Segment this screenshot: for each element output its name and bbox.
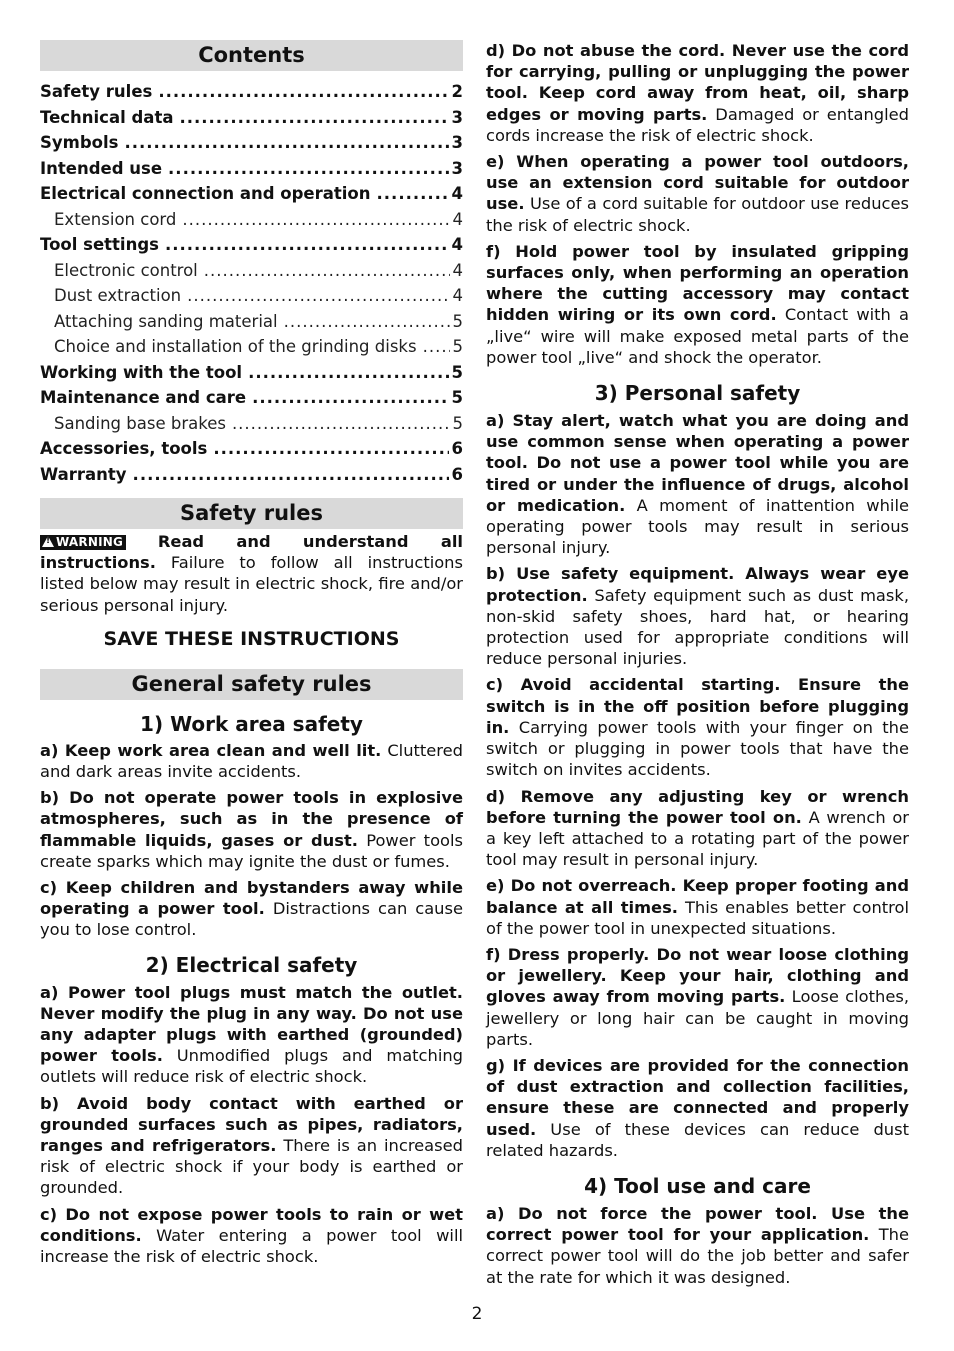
safety-rules-heading: Safety rules [40, 498, 463, 529]
right-column [486, 40, 909, 1293]
toc-leader-dots [204, 258, 450, 284]
toc-entry-label: Choice and installation of the grinding disks [54, 337, 417, 356]
personal-b: b) Use safety equipment. Always wear eye protection. Safety equipment such as dust mask, non-skid safety shoes, hard hat, or hearing protection used for appropriate conditions will reduce personal injuries. [486, 564, 909, 669]
electrical-b: b) Avoid body contact with earthed or grounded surfaces such as pipes, radiators, ranges and refrigerators. There is an increased risk of electric shock if your body is earthed or grounded. [40, 1093, 463, 1198]
personal-f: f) Dress properly. Do not wear loose clothing or jewellery. Keep your hair, clothing and gloves away from moving parts. Loose clothes, jewellery or long hair can be caught in moving parts. [486, 944, 909, 1049]
toc-entry-page: 3 [451, 158, 463, 178]
personal-e: e) Do not overreach. Keep proper footing and balance at all times. This enables better control of the power tool in unexpected situations. [486, 876, 909, 938]
toc-entry-page: 4 [451, 235, 463, 254]
toc-entry [40, 232, 463, 258]
tool-use-heading: 4) Tool use and care [584, 1173, 811, 1198]
toc-entry-label: Sanding base brakes [54, 413, 226, 433]
toc-entry [40, 207, 463, 233]
toc-leader-dots [248, 360, 448, 386]
toc-entry-page: 3 [451, 133, 463, 152]
warning-paragraph [40, 531, 463, 616]
toc-leader-dots [252, 385, 448, 411]
electrical-d: d) Do not abuse the cord. Never use the cord for carrying, pulling or unplugging the power tool. Keep cord away from heat, oil, sharp edges or moving parts. Damaged or entangled cords increase the risk of electric shock. [486, 41, 909, 145]
toc-entry [40, 360, 463, 386]
toc-entry-page: 5 [451, 362, 463, 382]
personal-g: g) If devices are provided for the connection of dust extraction and collection facilities, ensure these are connected and properly used. Use of these devices can reduce dust related hazards. [486, 1055, 909, 1160]
electrical-e: e) When operating a power tool outdoors, use an extension cord suitable for outdoor use. Use of a cord suitable for outdoor use reduces the risk of electric shock. [486, 152, 909, 235]
toc-entry-page: 3 [451, 107, 463, 127]
toc-leader-dots [232, 411, 450, 437]
toc-entry-page: 4 [452, 286, 463, 305]
personal-a: a) Stay alert, watch what you are doing and use common sense when operating a power tool. Do not use a power tool while you are tired or under the influence of drugs, alcohol or medication. A moment of inattention while operating power tools may result in serious personal injury. [486, 411, 909, 558]
toc-leader-dots [124, 130, 448, 156]
toc-entry-label: Dust extraction [54, 286, 182, 305]
toc-entry [40, 105, 463, 131]
toc-entry [40, 462, 463, 488]
warning-lead: Read and understand all instructions. [40, 532, 463, 573]
toc-entry [40, 258, 463, 284]
toc-leader-dots [213, 436, 448, 462]
toc-leader-dots [133, 462, 449, 488]
toc-leader-dots [377, 181, 449, 207]
toc-entry [40, 156, 463, 182]
toc-entry-label: Safety rules [40, 82, 153, 101]
toc-entry-page: 5 [452, 337, 463, 356]
toc-leader-dots [187, 283, 449, 309]
warning-body: Failure to follow all instructions listed below may result in electric shock, fire and/or serious personal injury. [40, 553, 463, 615]
warning-icon: !WARNING [40, 535, 126, 550]
general-safety-heading: General safety rules [40, 669, 463, 700]
toc-entry-label: Tool settings [40, 235, 159, 254]
personal-c: c) Avoid accidental starting. Ensure the switch is in the off position before plugging in. Carrying power tools with your finger on the switch or plugging in power tools that have the switch on invites accidents. [486, 675, 909, 780]
toc-entry [40, 181, 463, 207]
contents-heading: Contents [40, 40, 463, 71]
toc-entry [40, 130, 463, 156]
toc-entry-label: Extension cord [54, 209, 177, 229]
work-area-b: b) Do not operate power tools in explosive atmospheres, such as in the presence of flammable liquids, gases or dust. Power tools create sparks which may ignite the dust or fumes. [40, 788, 463, 871]
electrical-a: a) Power tool plugs must match the outlet. Never modify the plug in any way. Do not use any adapter plugs with earthed (grounded) power tools. Unmodified plugs and matching outlets will reduce risk of electric shock. [40, 982, 464, 1087]
save-instructions: SAVE THESE INSTRUCTIONS [103, 627, 400, 650]
left-column [40, 40, 463, 1272]
toc-entry-label: Accessories, tools [40, 439, 208, 458]
toc-entry [40, 283, 463, 309]
toc-entry-label: Attaching sanding material [54, 311, 278, 331]
electrical-f: f) Hold power tool by insulated gripping surfaces only, when performing an operation where the cutting accessory may contact hidden wiring or its own cord. Contact with a „live“ wire will make exposed metal parts of the power tool „live“ and shock the operator. [486, 241, 909, 367]
work-area-heading: 1) Work area safety [140, 711, 363, 736]
toc-entry-label: Technical data [40, 107, 174, 127]
toc-entry [40, 385, 463, 411]
toc-leader-dots [284, 309, 450, 335]
toc-entry-page: 6 [451, 439, 463, 458]
toc-entry-label: Symbols [40, 133, 119, 152]
tool-use-a: a) Do not force the power tool. Use the correct power tool for your application. The correct power tool will do the job better and safer at the rate for which it was designed. [486, 1203, 909, 1287]
page-number: 2 [471, 1304, 483, 1324]
toc-leader-dots [158, 79, 448, 105]
toc-entry-page: 5 [451, 388, 463, 407]
toc-entry-page: 4 [452, 260, 463, 280]
electrical-heading: 2) Electrical safety [145, 952, 358, 977]
toc-leader-dots [165, 232, 449, 258]
toc-entry [40, 309, 463, 335]
toc-entry-label: Maintenance and care [40, 388, 247, 407]
toc-entry-page: 5 [452, 311, 463, 331]
toc-entry [40, 79, 463, 105]
toc-entry-label: Warranty [40, 464, 127, 484]
toc-leader-dots [423, 334, 450, 360]
toc-entry-page: 4 [452, 209, 463, 229]
personal-d: d) Remove any adjusting key or wrench before turning the power tool on. A wrench or a key left attached to a rotating part of the power tool may result in personal injury. [486, 786, 909, 870]
toc-leader-dots [168, 156, 448, 182]
toc-leader-dots [182, 207, 449, 233]
toc-entry [40, 334, 463, 360]
work-area-a: a) Keep work area clean and well lit. Cluttered and dark areas invite accidents. [40, 740, 463, 782]
toc-entry [40, 411, 463, 437]
toc-entry-page: 5 [452, 413, 463, 433]
toc-entry-label: Intended use [40, 158, 163, 178]
toc-entry-label: Working with the tool [40, 362, 243, 382]
work-area-c: c) Keep children and bystanders away while operating a power tool. Distractions can cause you to lose control. [40, 878, 463, 940]
electrical-c: c) Do not expose power tools to rain or wet conditions. Water entering a power tool will increase the risk of electric shock. [40, 1204, 463, 1267]
toc-entry-page: 2 [451, 82, 463, 101]
toc-entry-page: 4 [451, 184, 463, 203]
toc-leader-dots [179, 105, 448, 131]
toc-entry-label: Electronic control [54, 260, 198, 280]
personal-heading: 3) Personal safety [594, 381, 801, 406]
toc-entry-label: Electrical connection and operation [40, 184, 371, 203]
toc-entry [40, 436, 463, 462]
table-of-contents [40, 79, 463, 487]
toc-entry-page: 6 [451, 464, 463, 484]
